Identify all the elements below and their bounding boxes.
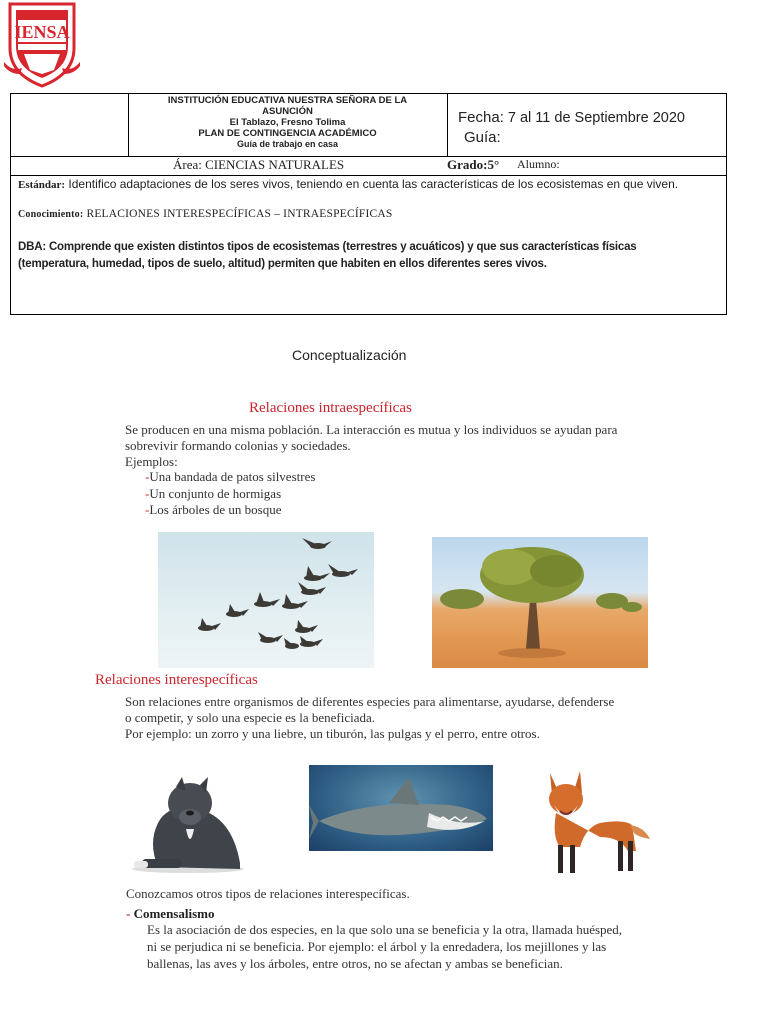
fecha-value: 7 al 11 de Septiembre 2020 — [507, 110, 685, 126]
school-logo — [2, 2, 82, 88]
institution-name-1: INSTITUCIÓN EDUCATIVA NUESTRA SEÑORA DE LA — [167, 95, 408, 106]
logo-text: IENSA — [14, 22, 70, 42]
conocimiento-text: RELACIONES INTERESPECÍFICAS – INTRAESPECÍFICAS — [83, 208, 393, 220]
header-table — [10, 93, 727, 315]
duck-icon — [302, 538, 332, 549]
dba-line-2: (temperatura, humedad, tipos de suelo, altitud) permiten que habiten en ellos diferentes seres vivos. — [18, 258, 547, 270]
alumno-label: Alumno: — [517, 157, 560, 171]
list-item: -Un conjunto de hormigas — [145, 485, 282, 501]
comensalismo-title: - Comensalismo — [126, 906, 215, 921]
intra-line-1: Se producen en una misma población. La interacción es mutua y los individuos se ayudan para — [125, 422, 618, 437]
header-row-area — [11, 156, 726, 176]
trees-image — [432, 537, 648, 668]
fox-image — [540, 767, 652, 877]
intra-paragraph — [125, 422, 725, 470]
ejemplos-label: Ejemplos: — [125, 454, 178, 469]
guia-label: Guía: — [464, 129, 501, 146]
guide-type: Guía de trabajo en casa — [236, 139, 339, 149]
institution-cell — [128, 94, 448, 156]
fecha-label: Fecha: — [458, 109, 504, 126]
institution-location: El Tablazo, Fresno Tolima — [229, 117, 346, 128]
section-title: Conceptualización — [292, 347, 407, 363]
intra-line-2: sobrevivir formando colonias y sociedades. — [125, 438, 351, 453]
inter-title: Relaciones interespecíficas — [95, 672, 258, 688]
grado-label: Grado:5° — [447, 157, 500, 172]
dba — [18, 239, 718, 273]
header-row-top — [11, 94, 726, 157]
shark-image — [309, 765, 493, 851]
inter-paragraph — [125, 694, 725, 742]
list-item: -Los árboles de un bosque — [145, 502, 282, 517]
conocimiento-label: Conocimiento: — [18, 209, 84, 220]
comensalismo-line-3: ballenas, las aves y los árboles, entre otros, no se afectan y ambas se benefician. — [147, 956, 563, 971]
institution-name-2: ASUNCIÓN — [262, 106, 313, 117]
comensalismo-line-2: ni se perjudica ni se beneficia. Por ejemplo: el árbol y la enredadera, los mejillones y las — [147, 939, 607, 954]
header-empty-cell — [11, 94, 129, 156]
fecha — [458, 109, 685, 126]
list-item: -Una bandada de patos silvestres — [145, 469, 316, 484]
dba-line-1: DBA: Comprende que existen distintos tipos de ecosistemas (terrestres y acuáticos) y que sus características físicas — [18, 241, 637, 253]
fecha-cell — [448, 94, 726, 156]
conocimiento — [18, 208, 392, 220]
inter-line-2: o competir, y solo una especie es la beneficiada. — [125, 710, 375, 725]
estandar — [18, 177, 718, 191]
intra-title: Relaciones intraespecíficas — [249, 400, 412, 416]
ducks-image — [158, 532, 374, 668]
area-label: Área: CIENCIAS NATURALES — [173, 157, 345, 172]
dog-image — [128, 773, 246, 873]
otros-tipos: Conozcamos otros tipos de relaciones interespecíficas. — [126, 886, 410, 901]
comensalismo-text — [147, 921, 711, 972]
estandar-label: Estándar: — [18, 179, 66, 191]
estandar-text: Identifico adaptaciones de los seres vivos, teniendo en cuenta las características de los ecosistemas en que viven. — [65, 177, 679, 191]
intra-examples — [145, 469, 315, 519]
comensalismo-line-1: Es la asociación de dos especies, en la que solo una se beneficia y la otra, llamada huésped, — [147, 922, 623, 937]
inter-line-1: Son relaciones entre organismos de diferentes especies para alimentarse, ayudarse, defenderse — [125, 694, 615, 709]
inter-line-3: Por ejemplo: un zorro y una liebre, un tiburón, las pulgas y el perro, entre otros. — [125, 726, 540, 741]
plan-title: PLAN DE CONTINGENCIA ACADÉMICO — [198, 128, 377, 139]
